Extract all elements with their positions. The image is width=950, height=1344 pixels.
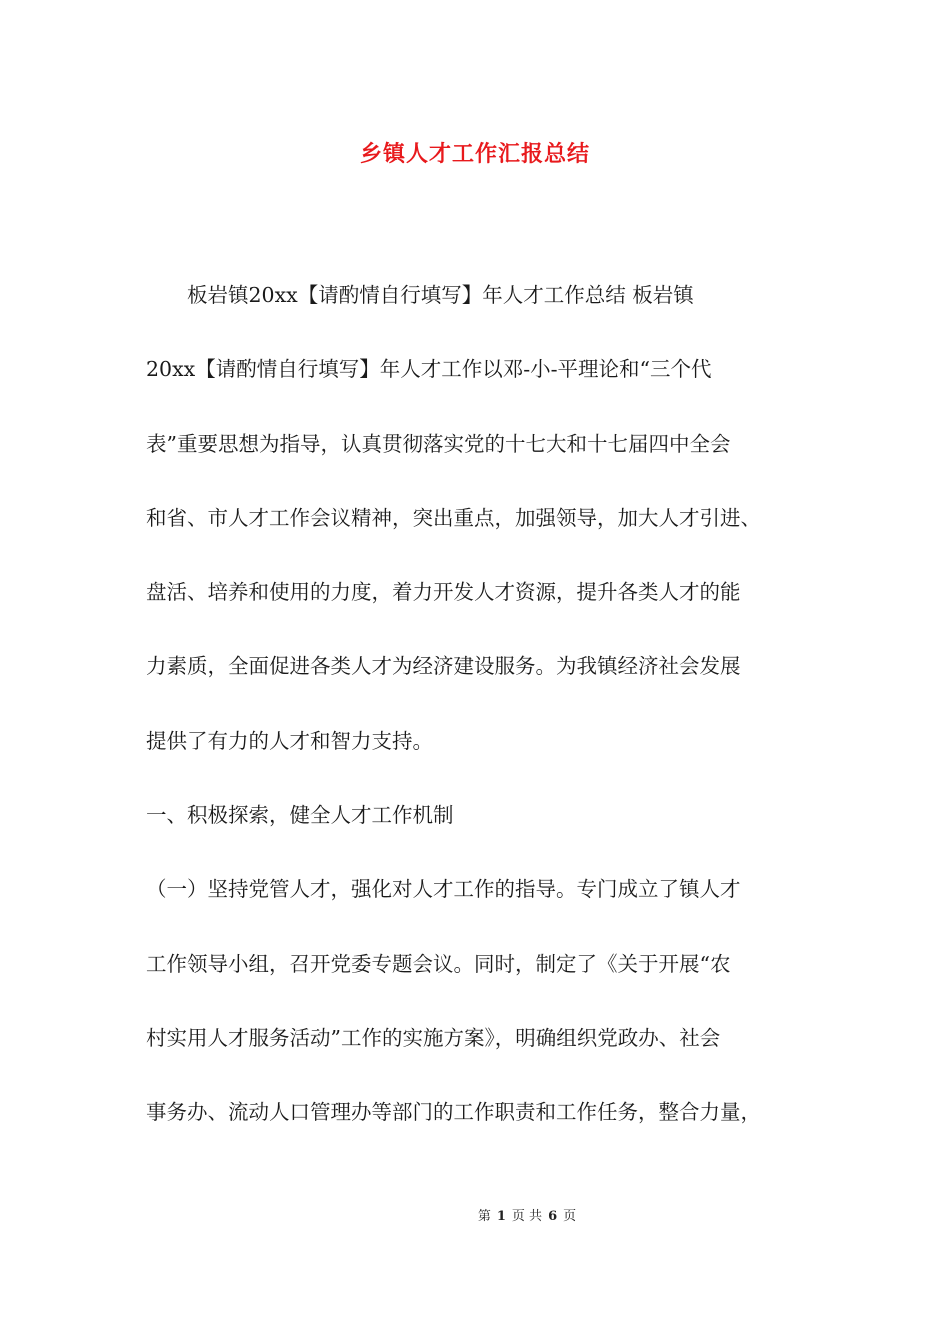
- body-line-9: （一）坚持党管人才，强化对人才工作的指导。专门成立了镇人才: [146, 877, 741, 902]
- body-line-2: 20xx【请酌情自行填写】年人才工作以邓-小-平理论和“三个代: [146, 357, 712, 382]
- footer-prefix: 第: [477, 1209, 491, 1224]
- body-line-6: 力素质，全面促进各类人才为经济建设服务。为我镇经济社会发展: [146, 654, 741, 679]
- body-line-11: 村实用人才服务活动”工作的实施方案》，明确组织党政办、社会: [146, 1025, 721, 1050]
- body-line-12: 事务办、流动人口管理办等部门的工作职责和工作任务，整合力量，: [146, 1100, 761, 1125]
- document-title: 乡镇人才工作汇报总结: [359, 141, 590, 167]
- body-line-5: 盘活、培养和使用的力度，着力开发人才资源，提升各类人才的能: [146, 580, 741, 605]
- section-heading: 一、积极探索，健全人才工作机制: [146, 803, 454, 828]
- body-line-7: 提供了有力的人才和智力支持。: [146, 728, 433, 753]
- body-line-4: 和省、市人才工作会议精神，突出重点，加强领导，加大人才引进、: [146, 505, 761, 530]
- footer-total-pages: 6: [548, 1209, 558, 1224]
- page-footer: [0, 1207, 950, 1227]
- body-line-10: 工作领导小组，召开党委专题会议。同时，制定了《关于开展“农: [146, 951, 731, 976]
- document-body: [146, 273, 816, 1165]
- footer-current-page: 1: [496, 1209, 506, 1224]
- footer-suffix: 页: [563, 1209, 577, 1224]
- body-line-1: 板岩镇20xx【请酌情自行填写】年人才工作总结 板岩镇: [146, 283, 694, 307]
- body-line-3: 表”重要思想为指导，认真贯彻落实党的十七大和十七届四中全会: [146, 431, 731, 456]
- footer-middle: 页 共: [511, 1209, 543, 1224]
